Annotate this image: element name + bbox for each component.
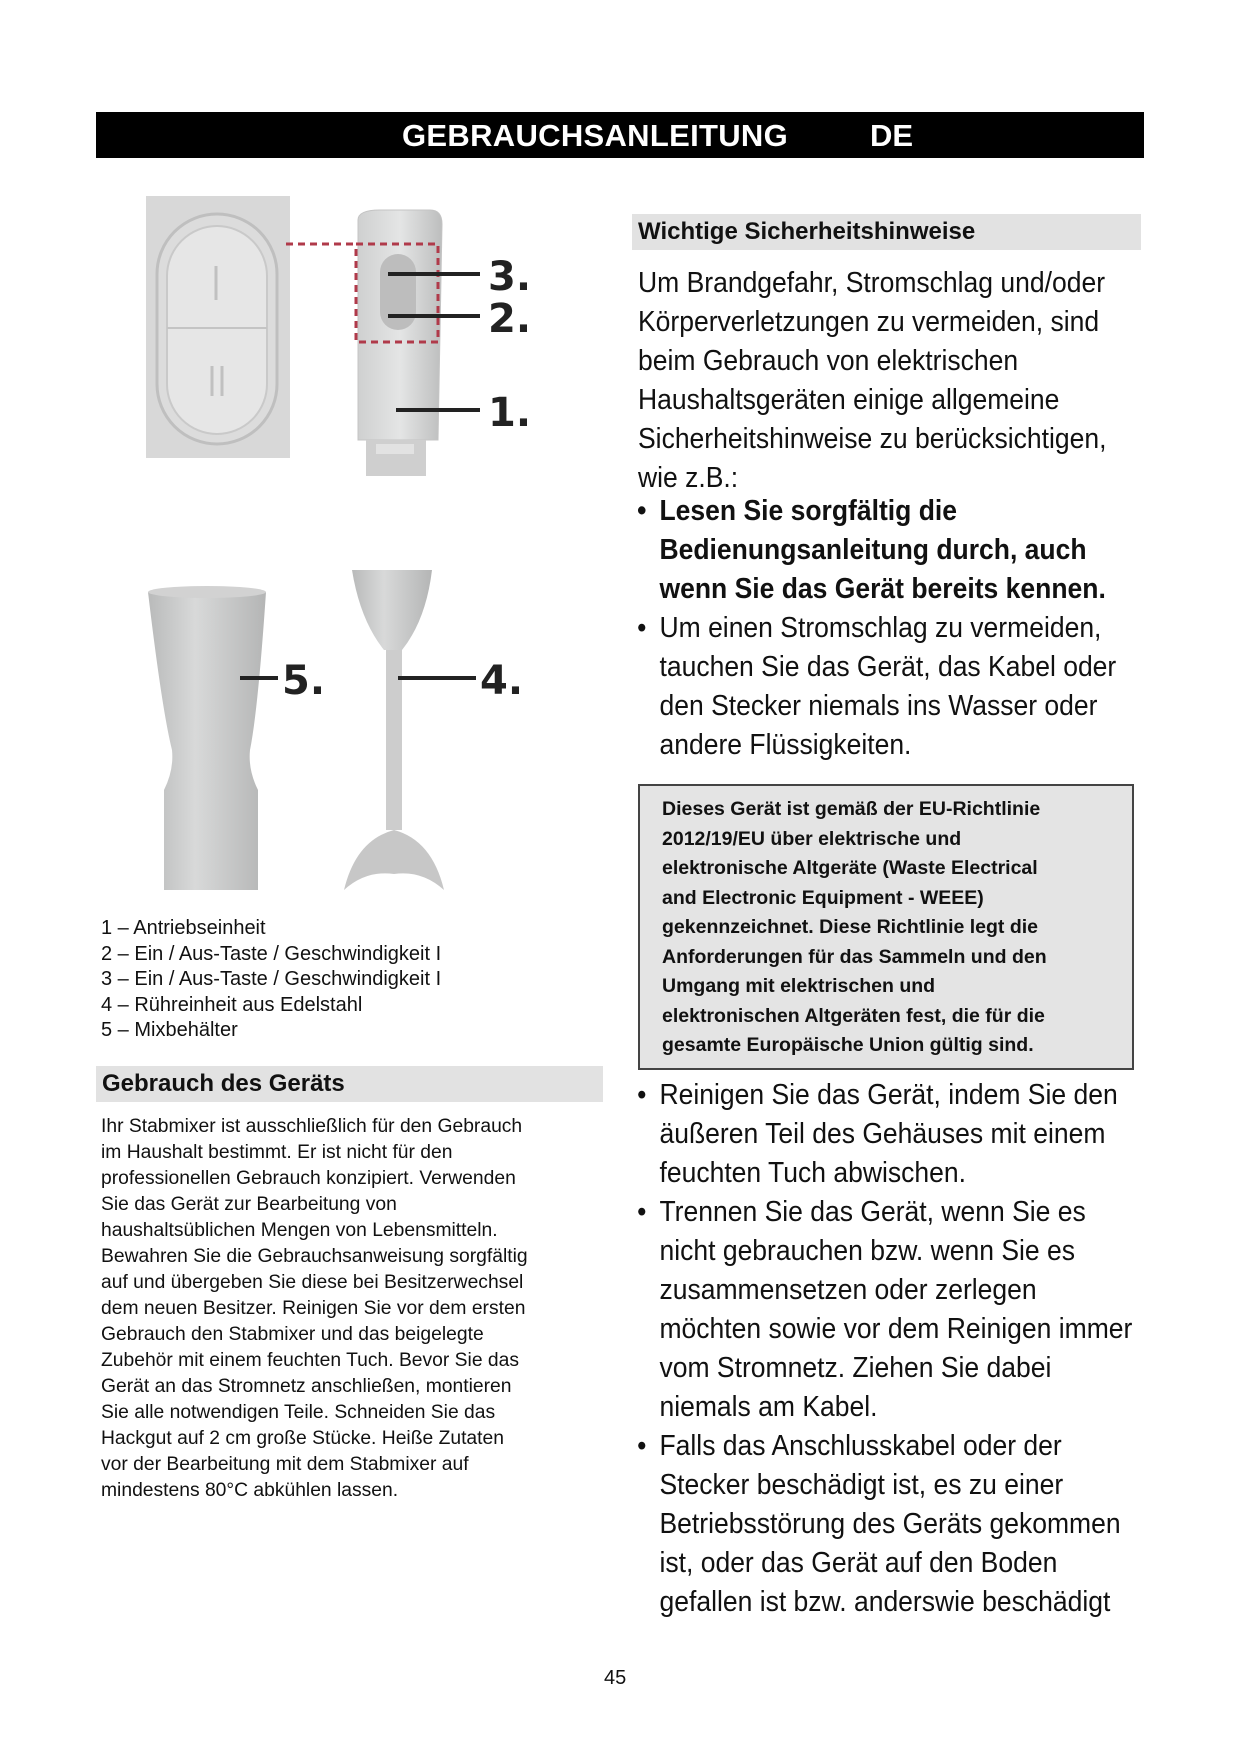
usage-line: Gebrauch den Stabmixer und das beigelegte [101, 1324, 484, 1345]
bullet-line: Bedienungsanleitung durch, auch [659, 534, 1087, 566]
weee-line: Dieses Gerät ist gemäß der EU-Richtlinie [662, 798, 1041, 820]
safety-heading [632, 214, 1141, 250]
bullet-line: Falls das Anschlusskabel oder der [659, 1430, 1062, 1462]
bullet-line: Stecker beschädigt ist, es zu einer [659, 1469, 1064, 1501]
page-number: 45 [604, 1667, 627, 1689]
usage-line: Gerät an das Stromnetz anschließen, montieren [101, 1376, 512, 1397]
product-illustration [140, 190, 560, 890]
bullet-line: tauchen Sie das Gerät, das Kabel oder [659, 651, 1117, 683]
legend-item: 4 – Rühreinheit aus Edelstahl [101, 993, 363, 1016]
bullet-line: nicht gebrauchen bzw. wenn Sie es [659, 1235, 1076, 1267]
usage-line: Zubehör mit einem feuchten Tuch. Bevor Sie das [101, 1350, 519, 1371]
bullet-no-water [626, 609, 1116, 765]
beaker [148, 586, 266, 890]
usage-line: auf und übergeben Sie diese bei Besitzerwechsel [101, 1272, 524, 1293]
label-3: 3. [488, 254, 532, 300]
bullet-line: äußeren Teil des Gehäuses mit einem [659, 1118, 1106, 1150]
bullet-line: möchten sowie vor dem Reinigen immer [659, 1313, 1133, 1345]
switch-detail [146, 196, 290, 458]
header-language: DE [870, 118, 914, 153]
bullet-line: ist, oder das Gerät auf den Boden [659, 1547, 1058, 1579]
usage-line: Bewahren Sie die Gebrauchsanweisung sorgfältig [101, 1246, 528, 1267]
header-title: GEBRAUCHSANLEITUNG [402, 118, 789, 153]
bullet-dot: • [637, 612, 647, 644]
usage-text [101, 1114, 601, 1504]
label-4: 4. [480, 658, 524, 704]
usage-line: Ihr Stabmixer ist ausschließlich für den Gebrauch [101, 1116, 523, 1137]
weee-line: Anforderungen für das Sammeln und den [662, 945, 1047, 968]
weee-line: 2012/19/EU über elektrische und [662, 827, 962, 850]
bullet-line: zusammensetzen oder zerlegen [659, 1274, 1037, 1306]
bullet-line: niemals am Kabel. [659, 1391, 878, 1423]
intro-line: wie z.B.: [638, 462, 739, 494]
bullet-line: Reinigen Sie das Gerät, indem Sie den [659, 1079, 1118, 1111]
legend-item: 1 – Antriebseinheit [101, 917, 266, 939]
usage-line: Sie alle notwendigen Teile. Schneiden Sie das [101, 1402, 496, 1423]
usage-line: haushaltsüblichen Mengen von Lebensmitteln. [101, 1220, 498, 1241]
bullet-line: Betriebsstörung des Geräts gekommen [659, 1508, 1121, 1540]
bullet-line: Um einen Stromschlag zu vermeiden, [659, 612, 1102, 644]
bullet-line: gefallen ist bzw. anderswie beschädigt [659, 1586, 1111, 1618]
weee-line: elektronische Altgeräte (Waste Electrical [662, 857, 1038, 879]
bullet-line: andere Flüssigkeiten. [659, 729, 912, 761]
bullet-dot: • [637, 1079, 647, 1111]
intro-line: Körperverletzungen zu vermeiden, sind [638, 306, 1100, 338]
safety-intro [638, 264, 1107, 498]
intro-line: Haushaltsgeräten einige allgemeine [638, 384, 1060, 416]
label-1: 1. [488, 390, 532, 436]
motor-unit [356, 210, 442, 476]
usage-line: vor der Bearbeitung mit dem Stabmixer auf [101, 1454, 469, 1475]
label-5: 5. [282, 658, 326, 704]
usage-line: mindestens 80°C abkühlen lassen. [101, 1480, 399, 1501]
bullet-line: vom Stromnetz. Ziehen Sie dabei [659, 1352, 1052, 1384]
usage-line: Sie das Gerät zur Bearbeitung von [101, 1194, 397, 1215]
usage-heading-text: Gebrauch des Geräts [102, 1070, 345, 1097]
blender-stick [344, 570, 444, 890]
weee-line: gesamte Europäische Union gültig sind. [662, 1034, 1034, 1056]
weee-line: Umgang mit elektrischen und [662, 975, 936, 997]
parts-legend [101, 916, 441, 1044]
usage-line: Hackgut auf 2 cm große Stücke. Heiße Zutaten [101, 1428, 504, 1449]
safety-bullets-bottom [626, 1076, 1132, 1622]
intro-line: beim Gebrauch von elektrischen [638, 345, 1019, 377]
weee-line: and Electronic Equipment - WEEE) [662, 886, 984, 909]
bullet-cleaning [626, 1076, 1132, 1193]
bullet-dot: • [637, 495, 647, 527]
bullet-dot: • [637, 1196, 647, 1228]
label-2: 2. [488, 296, 532, 342]
usage-line: im Haushalt bestimmt. Er ist nicht für den [101, 1142, 453, 1163]
weee-notice-box [638, 784, 1134, 1070]
bullet-dot: • [637, 1430, 647, 1462]
intro-line: Um Brandgefahr, Stromschlag und/oder [638, 267, 1106, 299]
bullet-read-manual [626, 492, 1116, 609]
bullet-line: Trennen Sie das Gerät, wenn Sie es [659, 1196, 1086, 1228]
bullet-line: wenn Sie das Gerät bereits kennen. [659, 573, 1106, 605]
legend-item: 5 – Mixbehälter [101, 1019, 238, 1041]
bullet-line: den Stecker niemals ins Wasser oder [659, 690, 1098, 722]
legend-item: 3 – Ein / Aus-Taste / Geschwindigkeit I [101, 968, 442, 990]
weee-line: elektronischen Altgeräten fest, die für die [662, 1004, 1045, 1027]
usage-heading [96, 1066, 603, 1102]
safety-heading-text: Wichtige Sicherheitshinweise [638, 218, 976, 245]
intro-line: Sicherheitshinweise zu berücksichtigen, [638, 423, 1107, 455]
bullet-line: feuchten Tuch abwischen. [659, 1157, 966, 1189]
usage-line: professionellen Gebrauch konzipiert. Verwenden [101, 1168, 516, 1189]
weee-line: gekennzeichnet. Diese Richtlinie legt die [662, 916, 1039, 938]
usage-line: dem neuen Besitzer. Reinigen Sie vor dem ersten [101, 1298, 526, 1319]
bullet-disconnect [626, 1193, 1132, 1427]
page-header [96, 112, 1144, 158]
legend-item: 2 – Ein / Aus-Taste / Geschwindigkeit I [101, 942, 442, 965]
bullet-damaged-cable [626, 1427, 1132, 1622]
safety-bullets-top [626, 492, 1116, 765]
bullet-line: Lesen Sie sorgfältig die [659, 495, 958, 527]
